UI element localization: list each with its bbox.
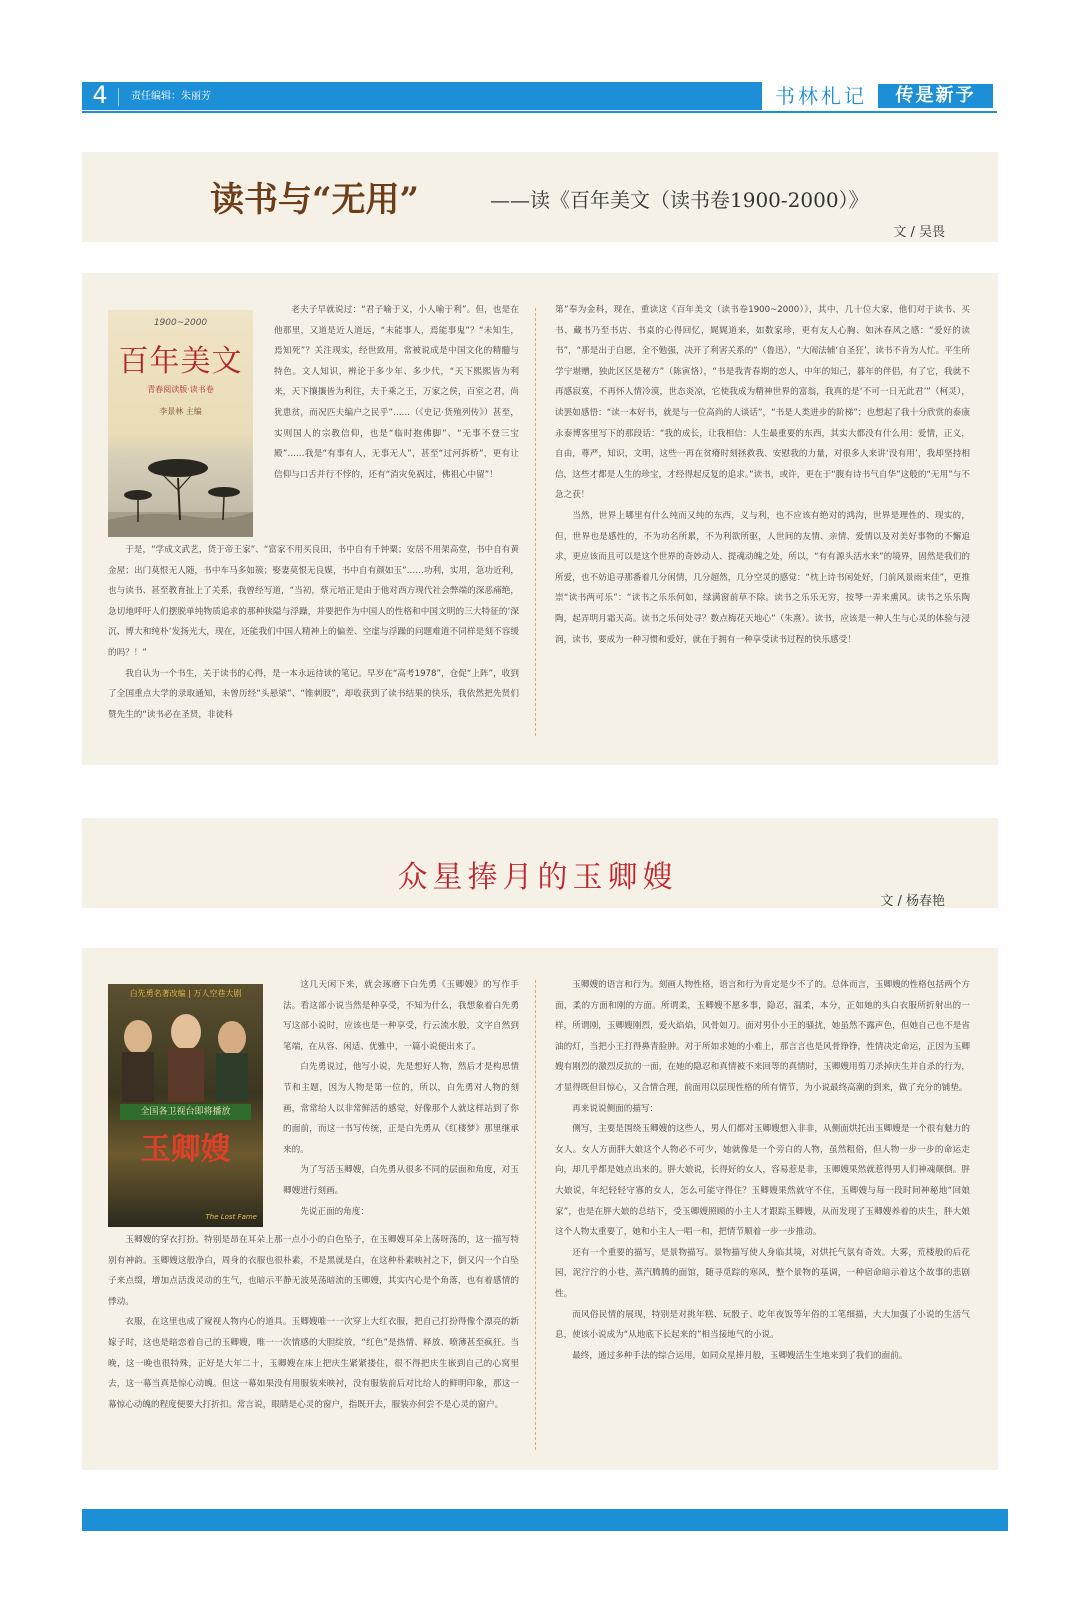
article2-paragraph: 为了写活玉卿嫂，白先勇从很多不同的层面和角度，对玉卿嫂进行刻画。 [283, 1165, 519, 1196]
article2-paragraph: 玉卿嫂的穿衣打扮。特别是昂在耳朵上那一点小小的白色坠子，在玉卿嫂耳朵上荡呀荡的，这一描写特别有神韵。玉卿嫂这般净白，周身的衣服也很朴素，不是黑就是白，在这种朴素映衬之下，倒又闪一个白坠子来点缀，增加点活泼灵动的生气，也暗示平静无波晃荡暗流的玉卿嫂，其实内心是个角落，也有着感情的悸动。 [108, 1235, 519, 1307]
article2-left-column-top [283, 975, 519, 1222]
article1-paragraph: 于是，“学成文武艺，货于帝王家”、“富家不用买良田，书中自有千钟粟；安居不用架高堂，书中自有黄金屋；出门莫恨无人随，书中车马多如簇；娶妻莫恨无良媒，书中自有颜如玉”……功利，实用，急功近利，也与读书、甚至教育扯上了关系，我曾经写道，“当初，蔡元培正是由于他对西方现代社会弊端的深恶痛绝，急切地呼吁人们摆脱单纯物质追求的那种狭隘与浮躁，并要把作为中国人的性格和中国文明的三大特征的‘深沉、博大和纯朴’发扬光大，现在，还能我们中国人精神上的偏差、空虚与浮躁的问题难道不同样是刻不容缓的吗？！” [108, 545, 519, 658]
article2-paragraph: 还有一个重要的描写，是景物描写。景物描写使人身临其境，对烘托气氛有奇效。大雾，荒楼般的后花园，泥泞泞的小巷，蒸汽腾腾的面馆，随寻觅踪的寒风，整个景物的基调，一种宿命暗示着这个故事的悲剧性。 [555, 1247, 970, 1299]
book-cover-edition: 青春阅读版·读书卷 [147, 385, 214, 394]
tv-drama-poster-image [108, 984, 263, 1227]
column-name: 书林札记 [775, 84, 867, 108]
book-cover-years: 1900~2000 [153, 318, 208, 328]
book-cover-title: 百年美文 [118, 344, 243, 379]
article1-subtitle: ——读《百年美文（读书卷1900-2000）》 [490, 188, 869, 212]
article2-paragraph: 侧写，主要是围绕玉卿嫂的这些人，男人们都对玉卿嫂想入非非，从侧面烘托出玉卿嫂是一个很有魅力的女人。女人方面胖大娘这个人物必不可少，她就像是一个旁白的人物，虽然粗俗，但人物一步一步的命运走向，却几乎都是她点出来的。胖大娘说，长得好的女人，容易惹是非，玉卿嫂果然就惹得男人们神魂颠倒。胖大娘说，年纪轻轻守寡的女人，怎么可能守得住？玉卿嫂果然就守不住，玉卿嫂与每一段时间神秘地“回娘家”，也是在胖大娘的总结下，受玉卿嫂照顾的小主人才跟踪玉卿嫂，从而发现了玉卿嫂养着的庆生，胖大娘这个人物太重要了，她和小主人一唱一和，把情节顺着一步一步推动。 [555, 1124, 970, 1238]
article2-paragraph: 再来说说侧面的描写： [572, 1103, 659, 1114]
tree-silhouette-illustration [108, 450, 253, 537]
article1-paragraph: 第”奉为金科，现在，重读这《百年美文（读书卷1900~2000）》，其中，几十位大家，他们对于读书、买书、藏书乃至书店、书桌的心得回忆，娓娓道来，如数家珍，更有友人心胸、如沐春风之感：“爱好的读书”，“那是出于自愿，全不勉强，决开了利害关系的”（鲁迅），“大闹法辅‘自圣狂’，读书不肯为人忙。平生所学宁堪赠，独此区区是秘方”（陈寅恪），“书是我青春期的恋人，中年的知己，暮年的伴侣，有了它，我就不再感寂寞，不再怀人情冷漠，世态炎凉，它使我成为精神世界的富翁，我真的是‘不可一日无此君’”（柯灵），读罢如感悟：“读一本好书，就是与一位高尚的人谈话”，“书是人类进步的阶梯”；也想起了我十分欣赏的泰康永泰博客里写下的那段话：“我的成长，让我相信：人生最重要的东西，其实大都没有什么用：爱情，正义，自由，尊严，知识，文明，这些一再在贫瘠时刻拯救我、安慰我的力量，对很多人来讲‘没有用’，我却坚持相信，这些才都是人生的珍宝，才经得起反复的追求。”读书，或许，更在于“腹有诗书气自华”这般的“无用”与不急之获！ [555, 305, 970, 501]
poster-characters-illustration [108, 1002, 263, 1102]
article1-left-column-bottom [108, 540, 519, 725]
book-cover-image [108, 310, 253, 537]
editor-credit: 责任编辑：朱丽芳 [131, 91, 211, 102]
book-cover-editor: 李景林 主编 [159, 407, 202, 416]
article1-paragraph: 当然，世界上哪里有什么纯而又纯的东西，义与利，也不应该有绝对的鸿沟，世界是理性的、现实的，但，世界也是感性的，不为功名所累，不为利欲所驱，人世间的友情、亲情、爱情以及对美好事物的不懈追求，更应该而且可以是这个世界的奇妙动人、提魂动魄之处，所以，“有有源头活水来”的境界，固然是我们的所爱，也不妨追寻那番着几分闲情，几分超然，几分空灵的感觉：“枕上诗书闲处好，门前风景雨来佳”，更推崇“读书两可乐”：“读书之乐乐何如，绿满窗前草不除。读书之乐乐无穷，按琴一弄来熏风。读书之乐乐陶陶，起弄明月霜天高。读书之乐何处寻？数点梅花天地心”（朱熹）。读书，应该是一种人生与心灵的体验与浸润，读书，要成为一种习惯和爱好，就在于拥有一种享受读书过程的快乐感受！ [555, 510, 970, 645]
poster-title: 玉卿嫂 [140, 1132, 231, 1167]
header-underline [82, 111, 997, 113]
article1-title: 读书与“无用” [210, 180, 420, 220]
poster-top-text: 白先勇名著改编 | 万人空巷大剧 [129, 989, 242, 998]
article2-author: 文 / 杨春艳 [880, 894, 945, 909]
article2-paragraph: 这几天闲下来，就会琢磨下白先勇《玉卿嫂》的写作手法。看这部小说当然是种享受，不知为什么，我想象着白先勇写这部小说时，应该也是一种享受，行云流水般，文字自然到笔端，在从容、闲适、优雅中，一篇小说便出来了。 [283, 980, 519, 1052]
article1-right-column [555, 300, 970, 650]
article2-paragraph: 最终，通过多种手法的综合运用，如同众星捧月般，玉卿嫂活生生地来到了我们的面前。 [572, 1350, 908, 1361]
header-divider [118, 88, 119, 106]
article1-paragraph: 老夫子早就说过：“君子喻于义，小人喻于利”。但，也是在他那里，又道是近人道远，“未能事人，焉能事鬼”？“未知生，焉知死”？关注现实，经世致用，常被说成是中国文化的精髓与特色。文人知识，辨论于多少年、多少代，“天下熙熙皆为利来，天下攘攘皆为利往，夫千乘之王，万家之侯，百室之君，尚犹患贫，而况匹夫编户之民乎”……（《史记·货殖列传》）甚至，实则国人的宗教信仰，也是“临时抱佛脚”、“无事不登三宝殿”……我是“有事有人，无事无人”，甚至“过河拆桥”，更有让信仰与口舌并行不悖的，还有“消灾免祸过，佛祖心中留”！ [274, 305, 519, 480]
article2-paragraph: 而风俗民情的展现，特别是对挑年糕、玩骰子、吃年夜饭等年俗的工笔细描，大大加强了小说的生活气息，使该小说成为“从地底下长起来的”相当接地气的小说。 [555, 1309, 970, 1341]
article2-paragraph: 衣服，在这里也成了窥视人物内心的道具。玉卿嫂唯一一次穿上大红衣服，把自己打扮得像个漂亮的新嫁子时，这也是暗恋着自己的玉卿嫂，唯一一次情感的大胆绽放，“红色”是热情、释放、喷薄甚至疯狂。当晚，这一晚也很特殊，正好是大年二十，玉卿嫂在床上把庆生紧紧搂住，很不得把庆生嵌到自己的心窝里去，这一幕当真是惊心动魄。但这一幕如果没有用服装来映衬，没有服装前后对比给人的鲜明印象，那这一幕惊心动魄的程度便要大打折扣。常言说，眼睛是心灵的窗户，指既开去，服装亦何尝不是心灵的窗户。 [108, 1317, 519, 1410]
article2-paragraph: 先说正面的角度： [300, 1206, 369, 1217]
article2-left-column-bottom [108, 1230, 519, 1415]
article1-column-divider [535, 308, 536, 736]
slogan-badge: 传是新予 [878, 84, 993, 108]
article2-paragraph: 玉卿嫂的语言和行为。刻画人物性格，语言和行为肯定是少不了的。总体而言，玉卿嫂的性格包括两个方面，柔的方面和刚的方面。所谓柔，玉卿嫂不愿多事，隐忍，温柔，本分，正如她的头白衣服所折射出的一样，所谓刚，玉卿嫂刚烈，爱火焰焰，风骨如刀。面对男仆小王的骚扰，她虽然不露声色，但她自己也不是省油的灯，当把小王打得鼻青脸肿。对于所如求她的小难上，那言言也是风骨铮铮，性情决定命运，正因为玉卿嫂有刚烈的激烈反抗的一面，在她的隐忍和真情被不来回等的真情时，玉卿嫂用剪刀杀掉庆生并自杀的行为，才显得既但目惊心，又合情合理，前面用以层现性格的所有情节，为小说最终高潮的到来，做了充分的铺垫。 [555, 980, 970, 1093]
poster-english-title: The Lost Fame [205, 1213, 257, 1221]
footer-bar [82, 1509, 1008, 1531]
poster-broadcast-band: 全国各卫视台即将播放 [120, 1104, 251, 1120]
page-number: 4 [92, 81, 108, 109]
article2-column-divider [535, 980, 536, 1450]
article2-right-column [555, 975, 970, 1366]
article1-author: 文 / 吴畏 [893, 225, 945, 240]
article1-left-column-top [274, 300, 519, 485]
article1-paragraph: 我自认为一个书生，关于读书的心得，是一本永远待读的笔记。早岁在“高考1978”，仓促“上阵”，收到了全国重点大学的录取通知，未曾历经“头悬梁”、“锥刺股”，却收获到了读书结果的快乐，我依然把先贤们赞先生的“读书必在圣贤，非徒科 [108, 668, 519, 720]
article2-paragraph: 白先勇说过，他写小说，先是想好人物，然后才是构思情节和主题，因为人物是第一位的，所以，白先勇对人物的刻画，常常给人以非常鲜活的感觉，好像那个人就这样站到了你的面前，而这一书写传统，正是白先勇从《红楼梦》那里继承来的。 [283, 1062, 519, 1155]
article2-title: 众星捧月的玉卿嫂 [397, 860, 678, 895]
